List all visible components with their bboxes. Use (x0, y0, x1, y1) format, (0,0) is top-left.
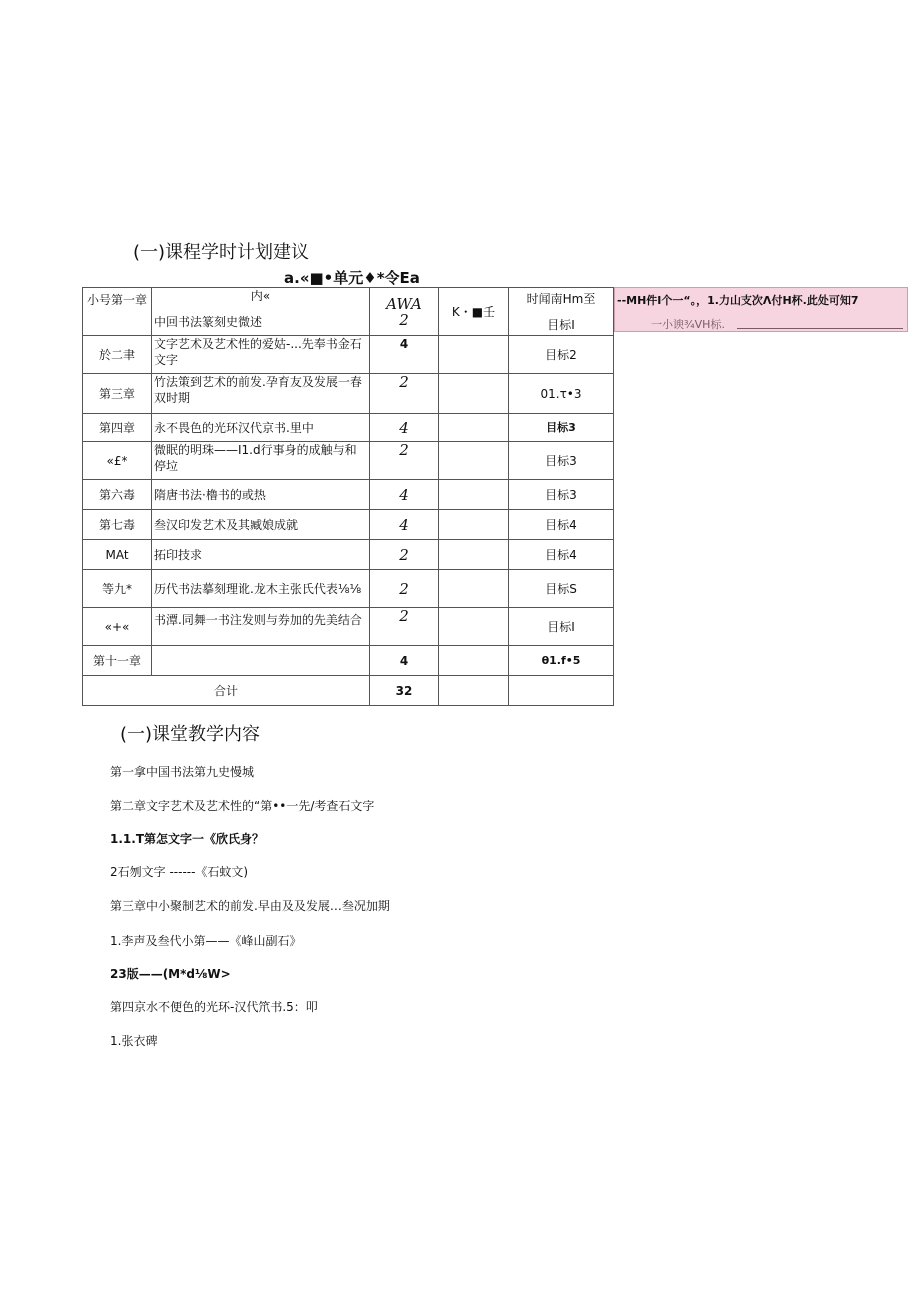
content-cell: 拓印技求 (152, 540, 370, 570)
total-hours: 32 (370, 676, 439, 706)
content-cell (152, 646, 370, 676)
method-cell (439, 510, 509, 540)
hours-cell: 4 (370, 480, 439, 510)
table-row (83, 414, 614, 442)
header-method: K・■壬 (439, 288, 509, 336)
table-row (83, 510, 614, 540)
hours-cell: 4 (370, 646, 439, 676)
chapter-cell: 第六毒 (83, 480, 152, 510)
row-1-hours: 2 (399, 310, 409, 329)
content-line: 第三章中小聚制艺术的前发.早由及及发展…叁况加期 (110, 899, 390, 913)
total-label: 合计 (83, 676, 370, 706)
hours-cell: 2 (370, 570, 439, 608)
header-content (152, 288, 370, 336)
chapter-cell: 第四章 (83, 414, 152, 442)
chapter-cell: 於二聿 (83, 336, 152, 374)
content-line: 第四京水不便色的光环-汉代笊书.5：叩 (110, 1000, 318, 1014)
header-chapter: 小号第一章 (83, 288, 152, 336)
table-caption: a.«■•单元♦*令Ea (284, 269, 420, 287)
goal-cell: 目标3 (509, 442, 614, 480)
method-cell (439, 646, 509, 676)
comment-line-2: 一小谀¾VH标. (651, 318, 725, 331)
content-cell: 书潭.同舞一书注发则与券加的先美结合 (152, 608, 370, 646)
hours-cell: 4 (370, 336, 439, 374)
comment-line-1: --MH件I个一“。，1.力山支次Λ付H杯.此处可知7 (617, 294, 859, 307)
table-header-row (83, 288, 614, 336)
goal-cell: 目标3 (509, 480, 614, 510)
chapter-cell: «+« (83, 608, 152, 646)
table-row (83, 442, 614, 480)
chapter-cell: 第七毒 (83, 510, 152, 540)
table-row (83, 374, 614, 414)
method-cell (439, 480, 509, 510)
total-empty-cell (439, 676, 509, 706)
header-hours (370, 288, 439, 336)
row-1-content: 中回书法篆刻史微述 (154, 314, 263, 329)
hours-cell: 2 (370, 442, 439, 480)
header-content-label: 内« (250, 288, 271, 303)
content-line: 第二章文字艺术及艺术性的“第••一先/考查石文字 (110, 799, 375, 813)
goal-cell: 目标I (509, 608, 614, 646)
total-empty-cell (509, 676, 614, 706)
table-row (83, 480, 614, 510)
goal-cell: 目标3 (509, 414, 614, 442)
total-row (83, 676, 614, 706)
content-cell: 永不畏色的光环汉代京书.里中 (152, 414, 370, 442)
goal-cell: θ1.f•5 (509, 646, 614, 676)
content-line: 1.张衣碑 (110, 1034, 158, 1048)
content-line: 第一拿中国书法第九史慢城 (110, 765, 255, 779)
chapter-cell: 第十一章 (83, 646, 152, 676)
content-line: 2石刎文字 ------《石蚊文) (110, 865, 249, 879)
chapter-cell: «£* (83, 442, 152, 480)
table-row (83, 646, 614, 676)
goal-cell: 01.τ•3 (509, 374, 614, 414)
method-cell (439, 336, 509, 374)
content-cell: 历代书法摹刻理讹.龙木主张氏代表⅛⅛ (152, 570, 370, 608)
header-goal-label: 时闻南Hm至 (526, 291, 596, 306)
goal-cell: 目标4 (509, 510, 614, 540)
content-cell: 竹法策到艺术的前发.孕育友及发展一春双时期 (152, 374, 370, 414)
section-title-content: (一)课堂教学内容 (120, 724, 261, 745)
row-1-goal: 目标I (547, 317, 575, 332)
table-row (83, 540, 614, 570)
content-line: 1.李声及叁代小第——《峰山副石》 (110, 934, 302, 948)
table-row (83, 570, 614, 608)
method-cell (439, 442, 509, 480)
hours-cell: 2 (370, 608, 439, 646)
chapter-cell: 等九* (83, 570, 152, 608)
hours-cell: 2 (370, 540, 439, 570)
comment-underline (737, 328, 903, 329)
content-cell: 叁汉印发艺术及其臧娘成就 (152, 510, 370, 540)
content-cell: 隋唐书法·橹书的或热 (152, 480, 370, 510)
hours-cell: 2 (370, 374, 439, 414)
content-cell: 文字艺术及艺术性的爱姑-...先奉书金石文字 (152, 336, 370, 374)
goal-cell: 目标2 (509, 336, 614, 374)
schedule-table (82, 287, 614, 706)
table-row (83, 336, 614, 374)
chapter-cell: 第三章 (83, 374, 152, 414)
content-cell: 微眠的明珠——I1.d行事身的成触与和停垃 (152, 442, 370, 480)
content-line: 23版——(M*d⅛W> (110, 967, 231, 981)
method-cell (439, 414, 509, 442)
goal-cell: 目标S (509, 570, 614, 608)
method-cell (439, 570, 509, 608)
chapter-cell: MAt (83, 540, 152, 570)
table-row (83, 608, 614, 646)
method-cell (439, 608, 509, 646)
method-cell (439, 374, 509, 414)
comment-note (614, 287, 908, 332)
hours-cell: 4 (370, 414, 439, 442)
hours-cell: 4 (370, 510, 439, 540)
goal-cell: 目标4 (509, 540, 614, 570)
content-line: 1.1.T第怎文字一《欣氏身？ (110, 832, 265, 846)
method-cell (439, 540, 509, 570)
header-hours-label: AWA (386, 294, 422, 313)
section-title-schedule: (一)课程学时计划建议 (133, 242, 310, 263)
header-goal (509, 288, 614, 336)
